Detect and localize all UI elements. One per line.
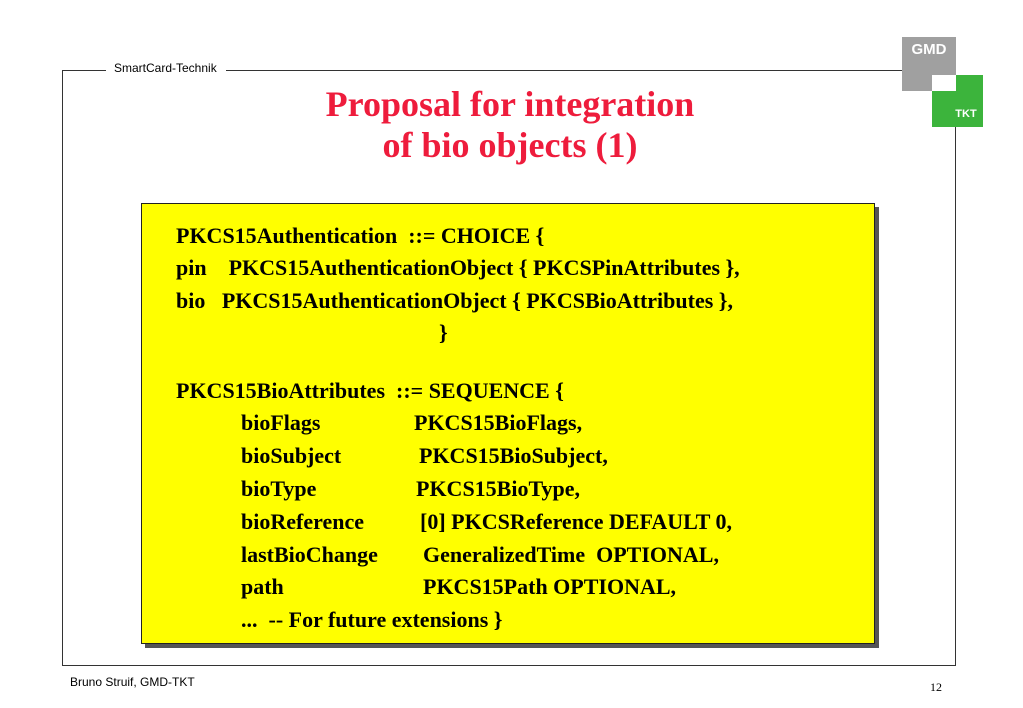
code-field-name: bioType — [241, 476, 317, 501]
code-field-type: PKCS15Path OPTIONAL, — [423, 574, 677, 599]
code-field-type: [0] PKCSReference DEFAULT 0, — [420, 509, 733, 534]
code-field-type: GeneralizedTime OPTIONAL, — [423, 542, 719, 567]
code-line-sequence-decl: PKCS15BioAttributes ::= SEQUENCE { — [176, 378, 564, 403]
code-line-future-extensions: ... -- For future extensions } — [241, 607, 503, 632]
code-field-name: path — [241, 574, 284, 599]
code-line-bio: bio PKCS15AuthenticationObject { PKCSBioAttributes }, — [176, 288, 733, 313]
code-field-name: lastBioChange — [241, 542, 378, 567]
code-box — [141, 203, 875, 644]
header-label: SmartCard-Technik — [106, 59, 226, 77]
logo-top-text: GMD — [911, 41, 947, 58]
code-line-pin: pin PKCS15AuthenticationObject { PKCSPinAttributes }, — [176, 255, 740, 280]
logo-bottom-text: TKT — [955, 108, 977, 120]
code-field-type: PKCS15BioFlags, — [414, 410, 583, 435]
title-line-2: of bio objects (1) — [382, 125, 638, 165]
code-line-choice-decl: PKCS15Authentication ::= CHOICE { — [176, 223, 545, 248]
footer-author: Bruno Struif, GMD-TKT — [70, 675, 195, 689]
code-field-name: bioReference — [241, 509, 364, 534]
gmd-tkt-logo — [902, 37, 984, 127]
code-field-type: PKCS15BioSubject, — [419, 443, 608, 468]
code-field-type: PKCS15BioType, — [416, 476, 581, 501]
slide-title — [150, 84, 870, 166]
title-line-1: Proposal for integration — [325, 84, 695, 124]
code-line-choice-close: } — [439, 320, 448, 345]
code-field-name: bioFlags — [241, 410, 321, 435]
page-number: 12 — [930, 680, 942, 694]
code-field-name: bioSubject — [241, 443, 342, 468]
